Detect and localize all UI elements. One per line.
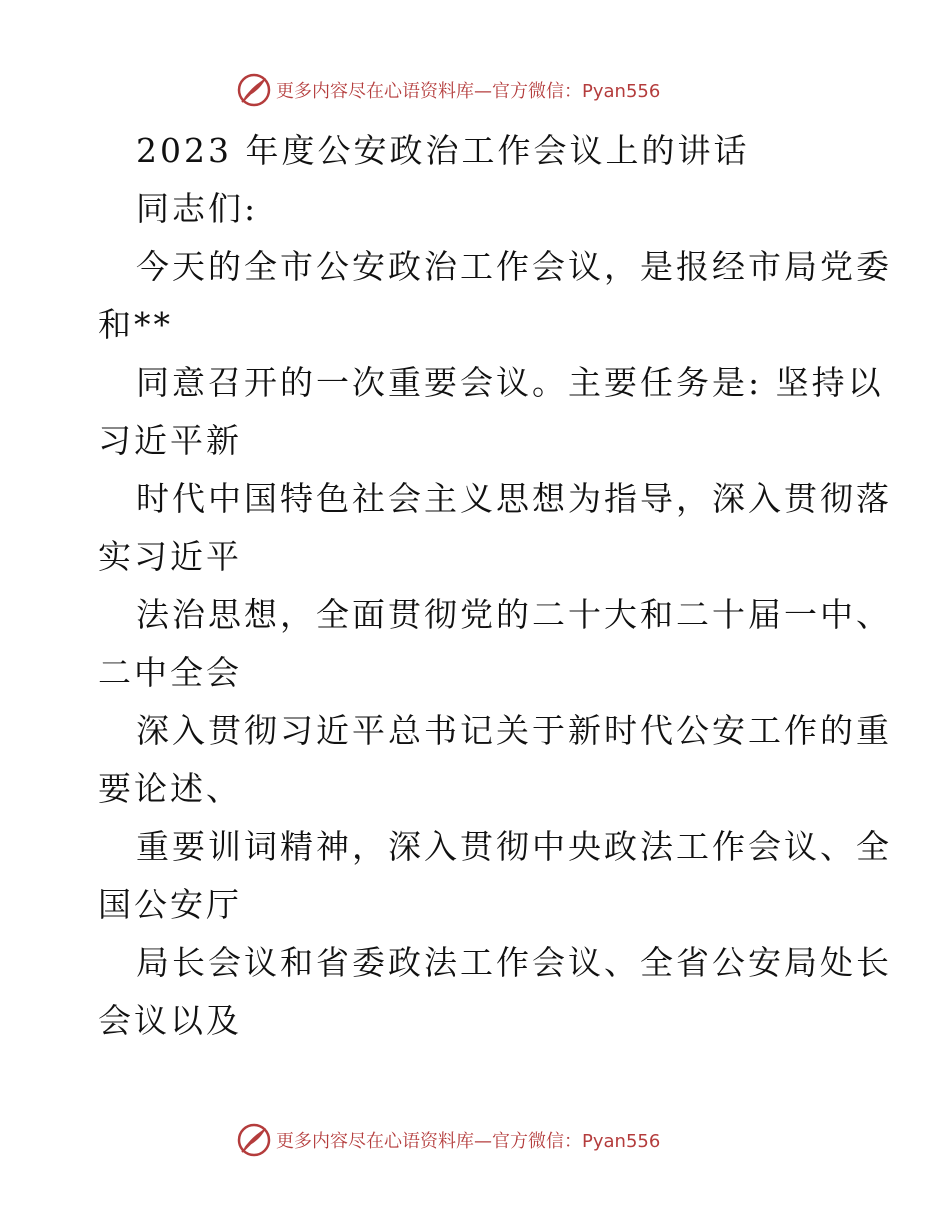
text-line: 同意召开的一次重要会议。主要任务是: 坚持以 (136, 363, 884, 402)
footer-banner-text: 更多内容尽在心语资料库—官方微信：Pyan556 (276, 1131, 661, 1152)
header-banner-text: 更多内容尽在心语资料库—官方微信：Pyan556 (276, 81, 661, 102)
text-line: 局长会议和省委政法工作会议、全省公安局处长 (136, 943, 892, 982)
text-line: 二中全会 (98, 653, 242, 692)
document-title: 2023 年度公安政治工作会议上的讲话 (136, 131, 750, 170)
text-line: 实习近平 (98, 537, 242, 576)
text-line: 习近平新 (98, 421, 242, 460)
text-line: 同志们: (136, 189, 259, 228)
text-line: 和** (98, 305, 173, 344)
feather-pen-icon (236, 1122, 272, 1158)
text-line: 深入贯彻习近平总书记关于新时代公安工作的重 (136, 711, 892, 750)
text-line: 国公安厅 (98, 885, 242, 924)
text-line: 重要训词精神，深入贯彻中央政法工作会议、全 (136, 827, 892, 866)
text-line: 法治思想，全面贯彻党的二十大和二十届一中、 (136, 595, 892, 634)
text-line: 会议以及 (98, 1001, 242, 1040)
text-line: 今天的全市公安政治工作会议，是报经市局党委 (136, 247, 892, 286)
text-line: 时代中国特色社会主义思想为指导，深入贯彻落 (136, 479, 892, 518)
text-line: 要论述、 (98, 769, 242, 808)
feather-pen-icon (236, 72, 272, 108)
footer-banner (236, 1120, 716, 1160)
header-banner (236, 70, 716, 110)
document-body (98, 122, 892, 1050)
